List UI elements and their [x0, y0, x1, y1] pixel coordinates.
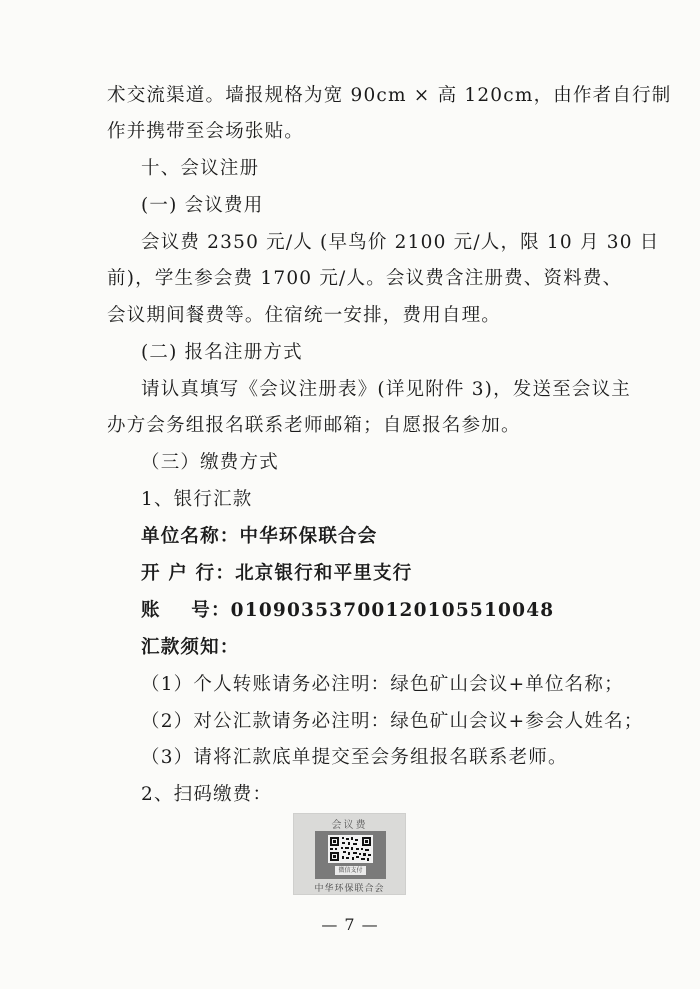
- subsection-heading: (一) 会议费用: [141, 195, 264, 216]
- paragraph-line: 办方会务组报名联系老师邮箱；自愿报名参加。: [107, 415, 521, 436]
- bank-unit-label: 单位名称：: [141, 526, 240, 547]
- section-heading: 十、会议注册: [141, 158, 260, 179]
- notice-item: （1）个人转账请务必注明：绿色矿山会议+单位名称；: [141, 674, 624, 695]
- paragraph-line: 前)，学生参会费 1700 元/人。会议费含注册费、资料费、: [107, 268, 623, 289]
- subsection-heading: 1、银行汇款: [141, 489, 253, 510]
- qr-card-footer: 中华环保联合会: [314, 884, 385, 894]
- bank-unit-value: 中华环保联合会: [239, 526, 378, 547]
- scan-pay-heading: 2、扫码缴费：: [141, 784, 273, 805]
- paragraph-line: 术交流渠道。墙报规格为宽 90cm × 高 120cm，由作者自行制: [107, 85, 672, 106]
- bank-name-row: [141, 562, 412, 586]
- paragraph-line: 作并携带至会场张贴。: [107, 121, 305, 142]
- bank-unit-row: [141, 525, 377, 549]
- notice-item: （3）请将汇款底单提交至会务组报名联系老师。: [141, 747, 568, 768]
- paragraph-line: 请认真填写《会议注册表》(详见附件 3)，发送至会议主: [141, 379, 631, 400]
- qr-code-panel: [315, 831, 386, 879]
- bank-account-label: 账 号：: [141, 600, 231, 621]
- payment-qr-card: [293, 813, 406, 895]
- qr-tag-label: 微信支付: [335, 866, 366, 875]
- subsection-heading: （三）缴费方式: [141, 452, 279, 473]
- page-number: — 7 —: [321, 915, 379, 934]
- bank-name-value: 北京银行和平里支行: [235, 563, 413, 584]
- paragraph-line: 会议期间餐费等。住宿统一安排，费用自理。: [107, 305, 502, 326]
- bank-account-row: [141, 599, 554, 623]
- bank-name-label: 开 户 行：: [141, 563, 236, 584]
- notice-title: 汇款须知：: [141, 637, 240, 658]
- notice-item: （2）对公汇款请务必注明：绿色矿山会议+参会人姓名；: [141, 711, 644, 732]
- qr-code-icon: [328, 835, 373, 863]
- paragraph-line: 会议费 2350 元/人 (早鸟价 2100 元/人，限 10 月 30 日: [141, 232, 660, 253]
- bank-account-value: 01090353700120105510048: [230, 600, 555, 621]
- subsection-heading: (二) 报名注册方式: [141, 342, 303, 363]
- qr-card-title: 会议费: [331, 820, 368, 831]
